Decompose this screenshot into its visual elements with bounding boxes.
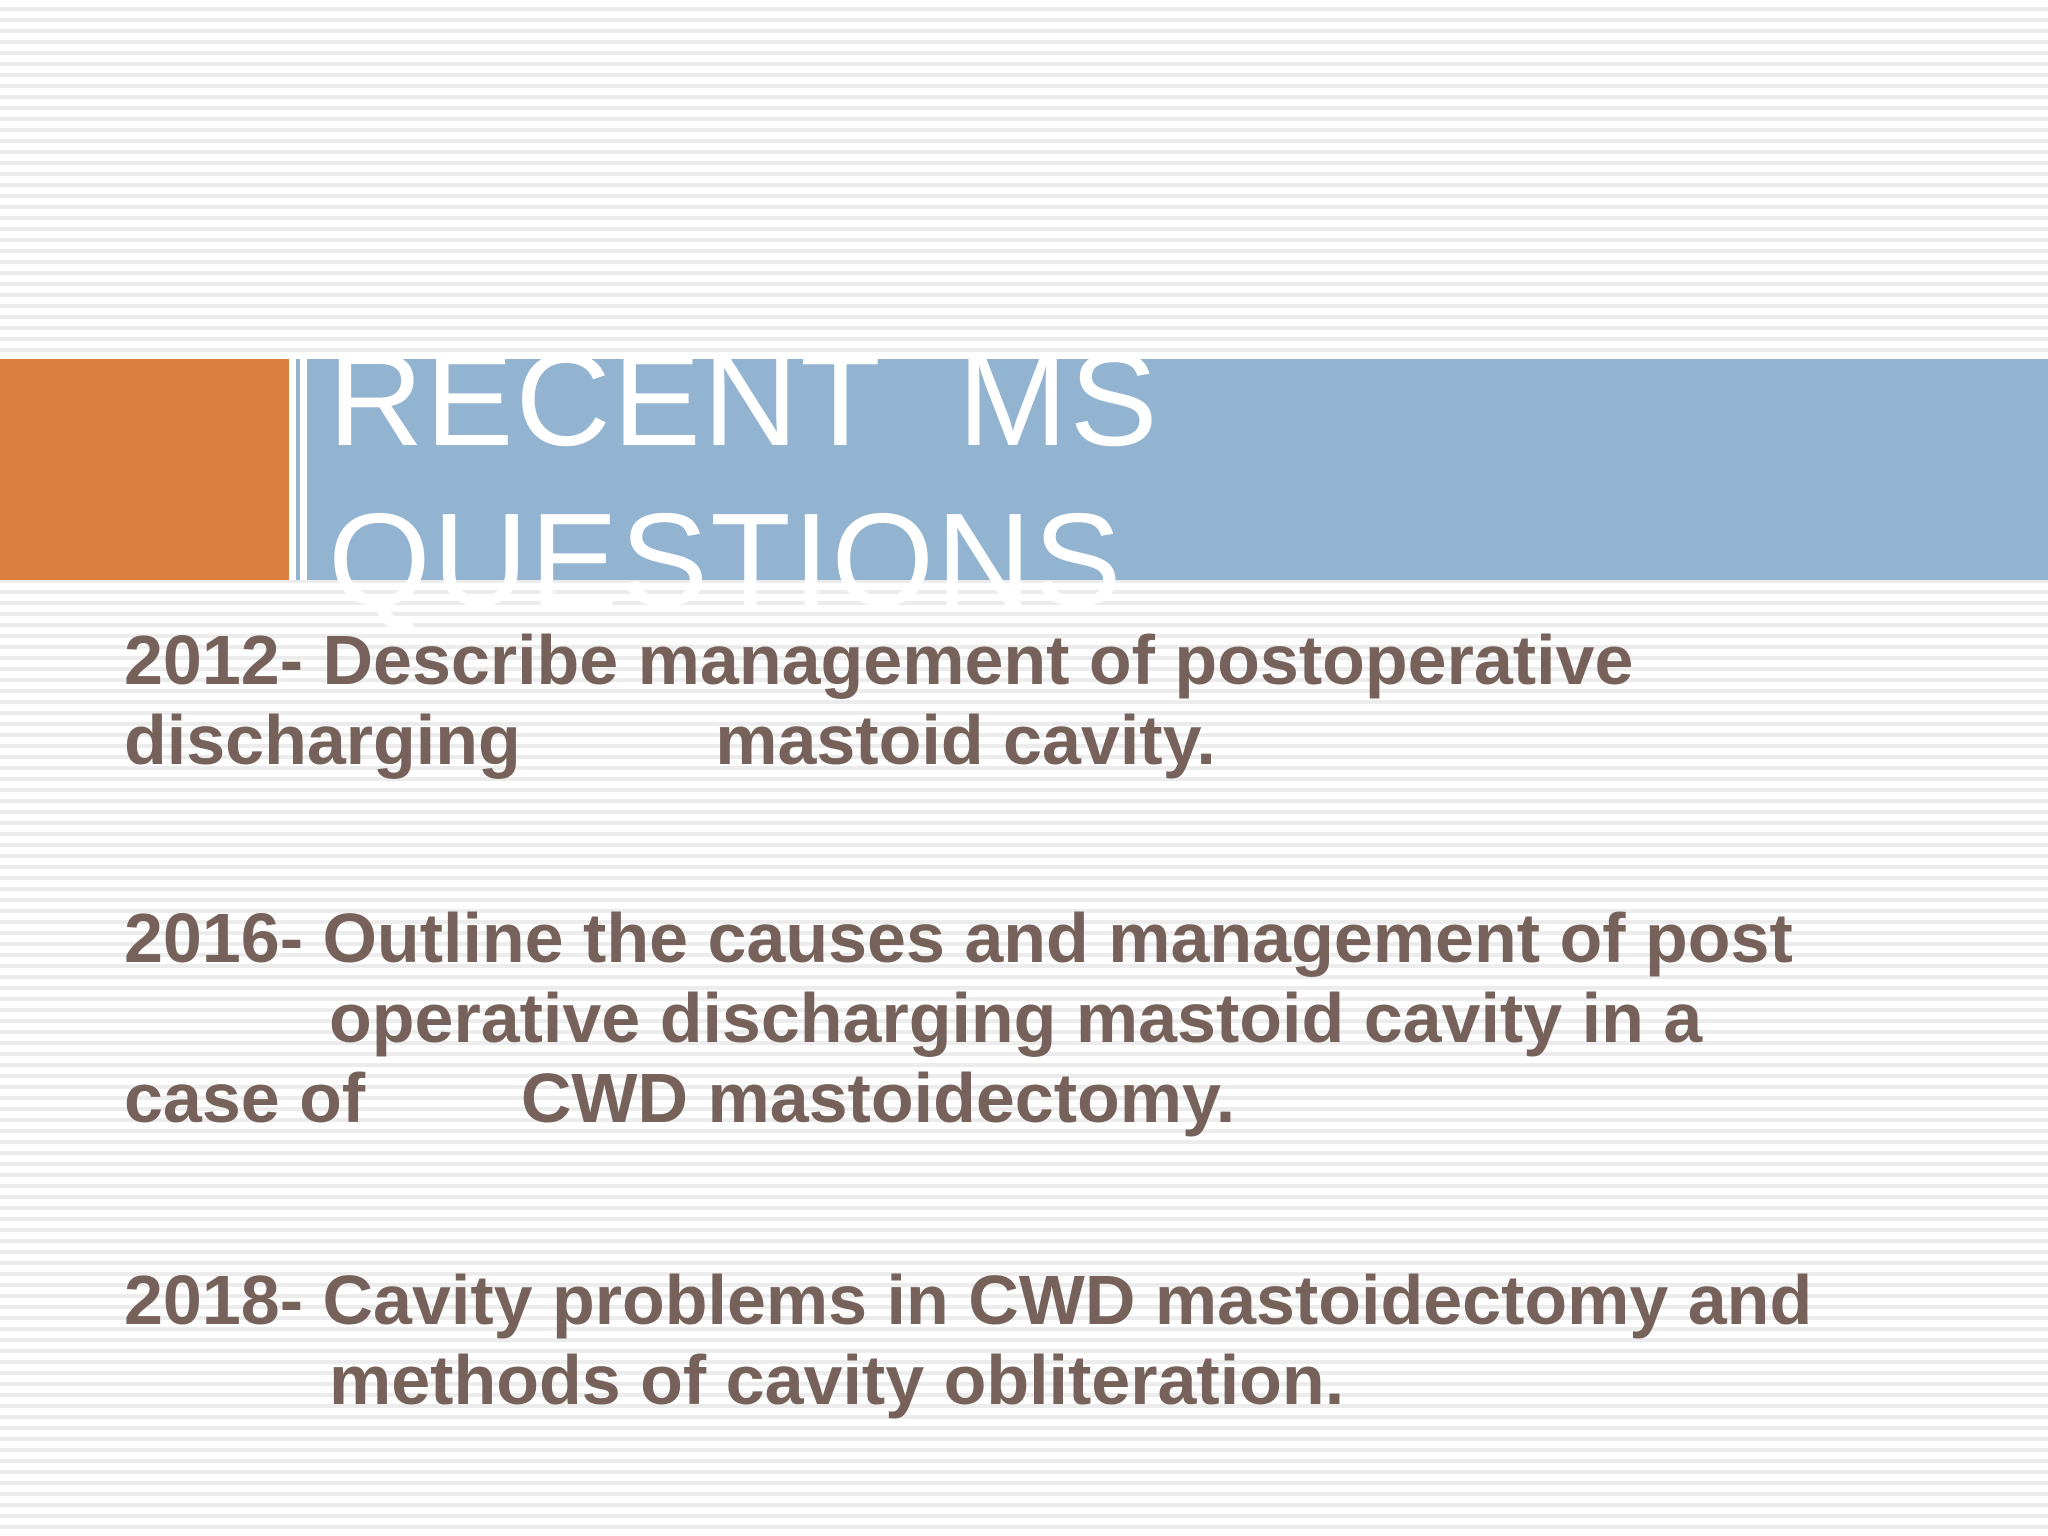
slide-title-line-2: QUESTIONS (328, 486, 1124, 633)
question-2018-line-1: 2018- Cavity problems in CWD mastoidectomy and (124, 1261, 1813, 1339)
slide-title (328, 320, 1828, 640)
question-2016-line-2: operative discharging mastoid cavity in a (329, 979, 1703, 1057)
question-2012-line-2: discharging mastoid cavity. (124, 701, 1216, 779)
question-2012-line-1: 2012- Describe management of postoperative (124, 621, 1634, 699)
question-2016 (124, 898, 1793, 1138)
header-divider-line (296, 359, 300, 580)
question-2018 (124, 1260, 1812, 1420)
slide-title-line-1: RECENT MS (328, 326, 1160, 473)
question-2018-line-2: methods of cavity obliteration. (329, 1341, 1345, 1419)
orange-accent-block (0, 359, 289, 580)
question-2016-line-1: 2016- Outline the causes and management of post (124, 899, 1793, 977)
question-2016-line-3: case of CWD mastoidectomy. (124, 1059, 1236, 1137)
question-2012 (124, 620, 1633, 780)
